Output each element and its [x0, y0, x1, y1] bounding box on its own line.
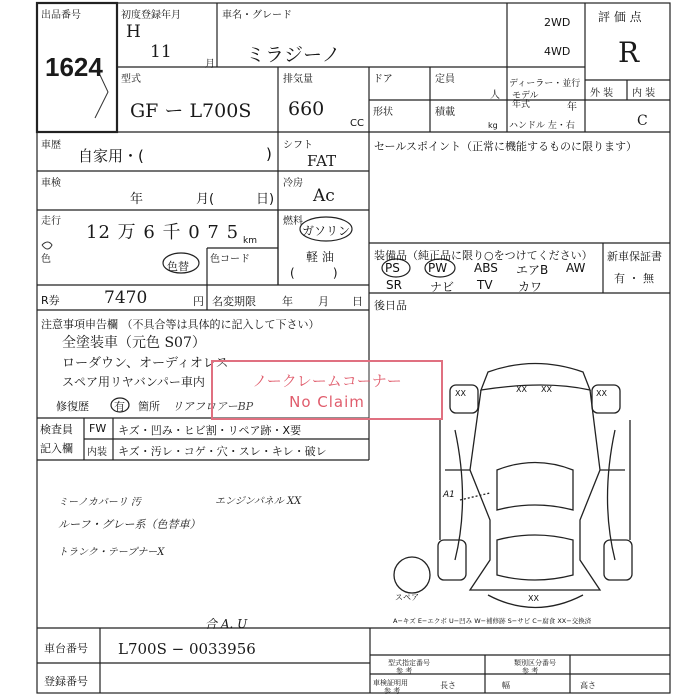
- name-change-day: 日: [352, 295, 363, 308]
- repair-place: リアフロアーBP: [172, 400, 254, 413]
- color-code-label: 色コード: [210, 254, 250, 265]
- fw-text: キズ・凹み・ヒビ割・リペア跡・X要: [118, 424, 302, 437]
- cert-ref: 参 考: [384, 687, 401, 695]
- exterior-label: 外 装: [590, 88, 614, 99]
- model-year-label: モデル 年式: [512, 91, 539, 110]
- remark-2: ルーフ・グレー系（色替車）: [58, 518, 201, 531]
- history-label: 車歴: [41, 140, 61, 151]
- inspection-month: 月(: [196, 192, 215, 207]
- name-change-year: 年: [282, 295, 293, 308]
- cc-unit: CC: [350, 118, 364, 129]
- mark-xx-4: XX: [596, 389, 607, 398]
- lot-number-label: 出品番号: [41, 10, 81, 21]
- mark-xx-2: XX: [516, 385, 527, 394]
- name-change-label: 名変期限: [212, 295, 256, 308]
- month-unit: 月: [205, 59, 215, 70]
- inspector-signature: 合 A. U: [205, 617, 248, 631]
- length-label: 長さ: [440, 681, 456, 690]
- capacity-label: 定員: [435, 74, 455, 85]
- no-claim-jp: ノークレームコーナー: [252, 372, 402, 390]
- color-change: 色替: [167, 260, 189, 273]
- inspection-year: 年: [130, 192, 144, 207]
- history-value: 自家用・(: [78, 147, 144, 165]
- equip-airbag: エアB: [516, 263, 549, 277]
- inspection-label: 車検: [41, 178, 61, 189]
- mark-xx-3: XX: [541, 385, 552, 394]
- equip-aw: AW: [566, 261, 586, 275]
- ac-label: 冷房: [283, 178, 303, 189]
- fuel-gasoline: ガソリン: [302, 224, 351, 238]
- later-items-label: 後日品: [374, 299, 407, 312]
- equip-navi: ナビ: [430, 280, 455, 294]
- class-number-label: 類別区分番号: [514, 659, 556, 667]
- rating-label: 評 価 点: [598, 10, 642, 24]
- width-label: 幅: [502, 681, 510, 690]
- interior-row-label: 内装: [87, 447, 107, 458]
- displacement: 660: [288, 98, 325, 120]
- sales-point-label: セールスポイント（正常に機能するものに限ります）: [374, 140, 638, 153]
- chassis-number: L700S − 0033956: [118, 640, 256, 658]
- fuel-other: ( ): [290, 266, 338, 280]
- fuel-diesel: 軽 油: [306, 250, 334, 264]
- warranty-value: 有 ・ 無: [614, 272, 654, 285]
- spare-label: スペア: [395, 593, 419, 602]
- interior-label: 内 装: [632, 88, 656, 99]
- interior-grade: C: [637, 113, 648, 129]
- type-value: GF ー L700S: [130, 100, 252, 122]
- recycle-label: R券: [41, 294, 60, 307]
- door-label: ドア: [373, 74, 393, 85]
- model-name-label: 車名・グレード: [222, 10, 292, 21]
- inspection-day: 日): [256, 192, 275, 207]
- repair-history-value: 有: [114, 400, 125, 413]
- equip-tv: TV: [477, 278, 493, 292]
- mileage-value: 12 万 6 千 0 7 5: [86, 222, 240, 243]
- fuel-label: 燃料: [283, 216, 303, 227]
- cert-label: 車検証明用: [373, 679, 408, 687]
- load-label: 積載: [435, 107, 455, 118]
- four-wd: 4WD: [544, 45, 571, 58]
- model-name: ミラジーノ: [246, 44, 341, 66]
- equip-abs: ABS: [474, 261, 498, 275]
- form-number-ref: 参 考: [396, 667, 413, 675]
- notes-label: 注意事項申告欄 （不具合等は具体的に記入して下さい）: [41, 318, 320, 331]
- color-label: 色: [41, 254, 51, 265]
- equip-pw: PW: [428, 261, 448, 275]
- equip-ps: PS: [385, 261, 400, 275]
- height-label: 高さ: [580, 681, 596, 690]
- notes-line-1: 全塗装車（元色 S07）: [62, 335, 206, 351]
- dealer-label: ディーラー・並行: [509, 79, 581, 89]
- equip-sr: SR: [386, 278, 402, 292]
- two-wd: 2WD: [544, 16, 571, 29]
- model-year-unit: 年: [567, 102, 577, 113]
- shift-value: FAT: [307, 152, 337, 170]
- mark-xx-1: XX: [455, 389, 466, 398]
- kg-unit: kg: [488, 121, 498, 130]
- recycle-value: 7470: [104, 288, 148, 308]
- form-number-label: 型式指定番号: [388, 659, 430, 667]
- remark-4: エンジンパネル XX: [215, 496, 302, 507]
- handle-label: ハンドル 左・右: [509, 121, 575, 131]
- fw-label: FW: [89, 422, 107, 435]
- lot-number: 1624: [45, 52, 103, 82]
- recycle-unit: 円: [193, 295, 204, 308]
- inspector-label: 検査員: [40, 423, 73, 436]
- chassis-label: 車台番号: [44, 642, 88, 655]
- no-claim-stamp: [211, 360, 443, 420]
- no-claim-en: No Claim: [289, 393, 365, 411]
- equip-leather: カワ: [518, 280, 543, 294]
- history-close: ): [266, 145, 272, 163]
- repair-place-label: 箇所: [138, 400, 160, 413]
- era: H: [126, 22, 141, 42]
- damage-legend: A−キズ E−エクボ U−凹み W−補修跡 S−サビ C−腐食 XX−交換済: [393, 617, 592, 625]
- rating-value: R: [618, 36, 640, 69]
- shift-label: シフト: [283, 140, 313, 151]
- mileage-label: 走行: [41, 216, 61, 227]
- mark-a1: A1: [443, 490, 455, 500]
- remark-3: トランク・テープナーX: [58, 547, 165, 558]
- notes-line-2: ローダウン、オーディオレス: [62, 356, 229, 371]
- type-label: 型式: [121, 74, 141, 85]
- displacement-label: 排気量: [283, 74, 313, 85]
- first-registration-label: 初度登録年月: [121, 10, 181, 21]
- warranty-label: 新車保証書: [607, 250, 662, 263]
- equipment-label: 装備品（純正品に限り○をつけてください）: [374, 249, 593, 262]
- mark-xx-5: XX: [528, 594, 539, 603]
- registration-label: 登録番号: [44, 675, 88, 688]
- interior-row-text: キズ・汚レ・コゲ・穴・スレ・キレ・破レ: [118, 445, 327, 458]
- ac-value: Ac: [313, 186, 335, 206]
- inspector-entry-label: 記入欄: [40, 442, 73, 455]
- shape-label: 形状: [373, 107, 393, 118]
- repair-history-label: 修復歴: [56, 400, 89, 413]
- class-number-ref: 参 考: [522, 667, 539, 675]
- registration-year: 11: [150, 42, 172, 62]
- capacity-unit: 人: [490, 90, 500, 101]
- name-change-month: 月: [318, 295, 329, 308]
- notes-line-3: スペア用リヤバンパー車内: [62, 375, 205, 389]
- remark-1: ミーノカバーリ 汚: [58, 497, 141, 508]
- mileage-unit: km: [243, 236, 257, 246]
